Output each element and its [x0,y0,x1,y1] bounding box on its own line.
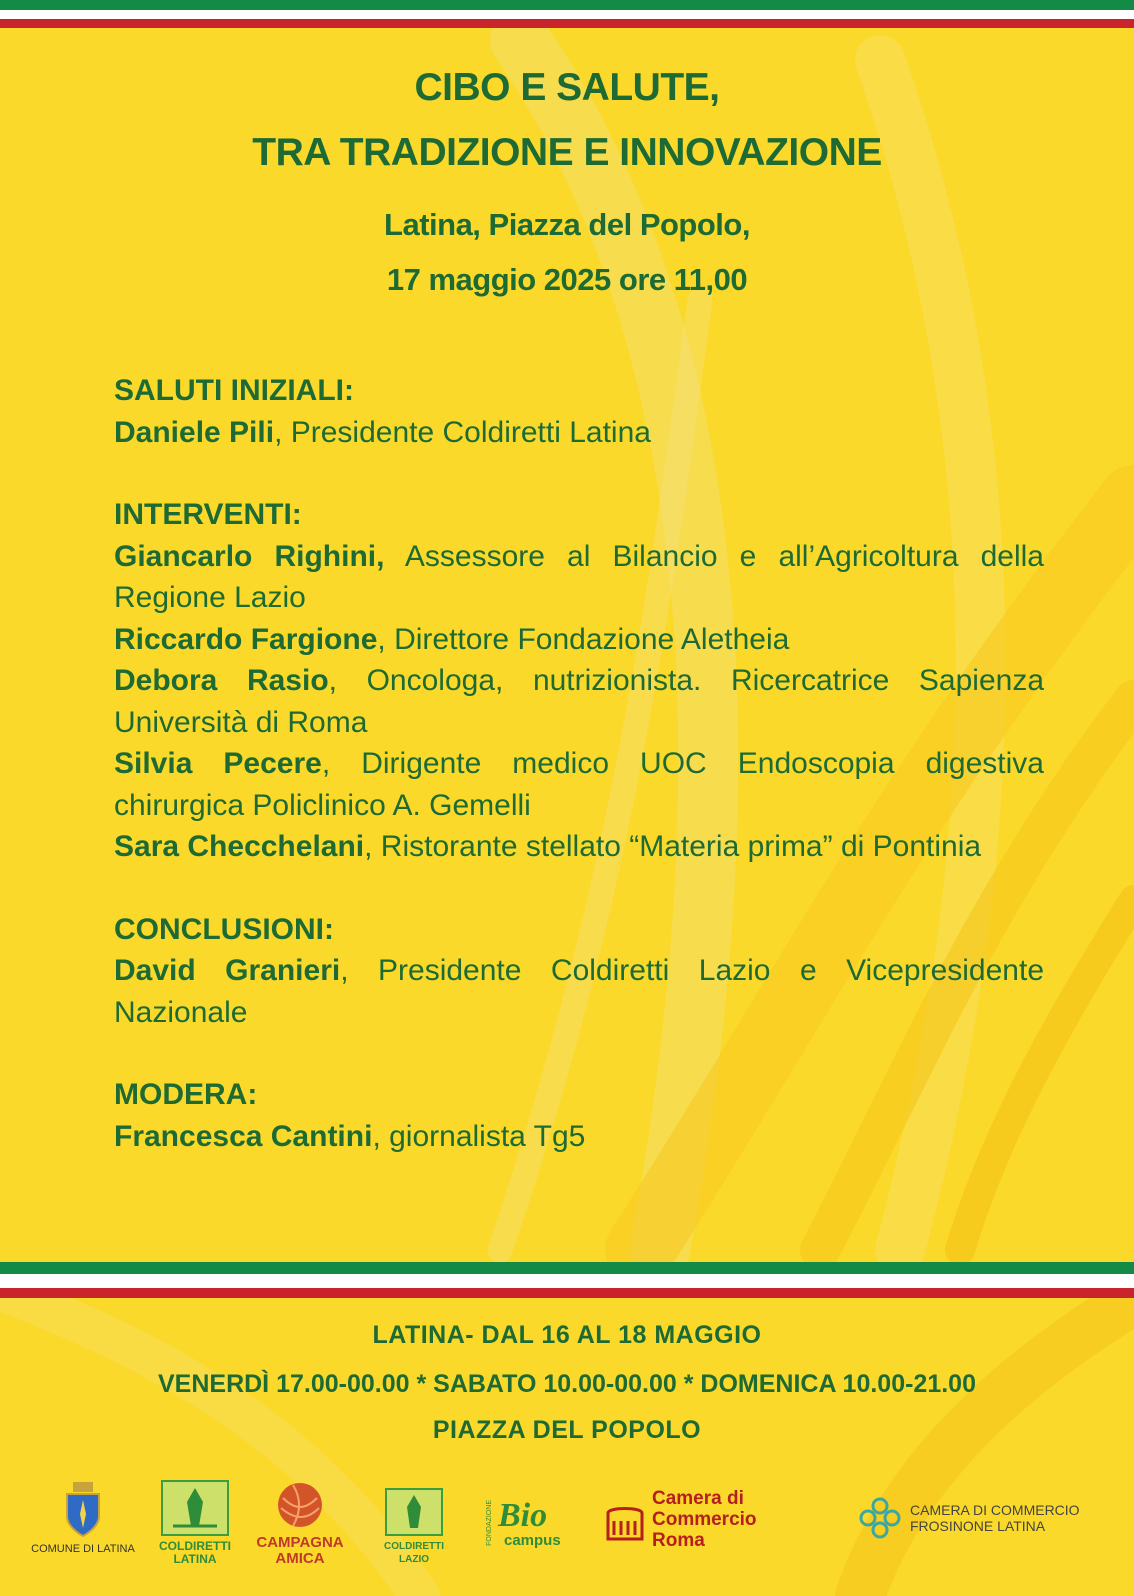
bio-campus-sub-label: campus [504,1532,561,1549]
cc-roma-label-2: Roma [652,1530,705,1551]
speaker-entry [114,1116,1044,1158]
coldiretti-lazio-logo [374,1480,454,1566]
title-line-2: TRA TRADIZIONE E INNOVAZIONE [252,131,882,174]
conclusioni-heading: CONCLUSIONI: [114,912,334,946]
speaker-role: , Oncologa, nutrizionista. Ricercatrice Sapienza Università di Roma [114,664,1045,739]
speaker-entry [114,412,1044,454]
speaker-name: Francesca Cantini [114,1119,373,1153]
speaker-entry [114,950,1044,1033]
coldiretti-lazio-label-2: LAZIO [399,1554,429,1565]
speaker-name: Daniele Pili [114,415,275,449]
italian-flag-divider [0,1262,1134,1298]
coat-of-arms-icon [63,1480,103,1538]
bio-campus-side-label: FONDAZIONE [486,1500,493,1546]
speaker-entry [114,743,1044,826]
festival-place: PIAZZA DEL POPOLO [432,1416,702,1444]
comune-latina-logo [28,1480,138,1555]
coldiretti-latina-logo [150,1480,240,1566]
speaker-entry [114,660,1044,743]
speaker-entry [114,619,1044,661]
speaker-role: , Ristorante stellato “Materia prima” di Pontinia [364,830,982,863]
speaker-entry [114,536,1044,619]
coldiretti-latina-label-2: LATINA [173,1552,217,1566]
coldiretti-latina-label-1: COLDIRETTI [159,1539,231,1553]
speaker-name: Giancarlo Righini, [114,539,385,573]
speaker-role: , Dirigente medico UOC Endoscopia digestiva chirurgica Policlinico A. Gemelli [114,747,1044,822]
event-location: Latina, Piazza del Popolo, [384,207,750,242]
speaker-role: , Direttore Fondazione Aletheia [377,622,790,656]
cc-fl-label-1: CAMERA DI COMMERCIO [910,1502,1080,1518]
bio-campus-main-label: Bio [498,1497,548,1534]
camera-commercio-roma-logo [606,1488,846,1551]
speaker-name: Debora Rasio [114,664,329,697]
coldiretti-lazio-label-1: COLDIRETTI [384,1541,444,1552]
cc-roma-label-1: Camera di Commercio [652,1488,757,1530]
speaker-role: Assessore al Bilancio e all’Agricoltura della Regione Lazio [114,539,1044,614]
festival-hours: VENERDÌ 17.00-00.00 * SABATO 10.00-00.00 * DOMENICA 10.00-21.00 [158,1370,976,1398]
program [114,370,1044,1157]
speaker-entry [114,826,1044,868]
campagna-amica-logo [250,1480,350,1567]
speaker-name: Sara Checchelani [114,830,365,863]
modera-heading: MODERA: [114,1078,258,1111]
campagna-amica-label-2: AMICA [275,1550,325,1567]
flower-knot-icon [858,1496,902,1540]
festival-dates: LATINA- DAL 16 AL 18 MAGGIO [372,1321,762,1349]
speaker-name: Silvia Pecere [114,747,322,780]
coldiretti-emblem-icon [161,1480,229,1536]
bio-campus-logo [486,1497,576,1549]
speaker-role: , Presidente Coldiretti Latina [274,415,651,449]
event-datetime: 17 maggio 2025 ore 11,00 [386,262,748,297]
comune-latina-label: COMUNE DI LATINA [31,1543,135,1555]
speaker-name: David Granieri [114,954,341,987]
title-line-1: CIBO E SALUTE, [414,66,720,109]
italian-flag-top [0,0,1134,28]
speaker-name: Riccardo Fargione [114,622,378,656]
speaker-role: , giornalista Tg5 [372,1119,586,1153]
cc-fl-label-2: FROSINONE LATINA [910,1518,1046,1534]
campagna-amica-label-1: CAMPAGNA [256,1534,344,1551]
saluti-heading: SALUTI INIZIALI: [114,374,354,407]
speaker-role: , Presidente Coldiretti Lazio e Vicepresidente Nazionale [114,954,1045,1029]
colosseum-icon [606,1499,644,1541]
coldiretti-lazio-emblem-icon [385,1488,443,1536]
yarn-ball-icon [275,1480,325,1530]
interventi-heading: INTERVENTI: [114,498,302,531]
camera-commercio-frosinone-latina-logo [858,1496,1108,1540]
